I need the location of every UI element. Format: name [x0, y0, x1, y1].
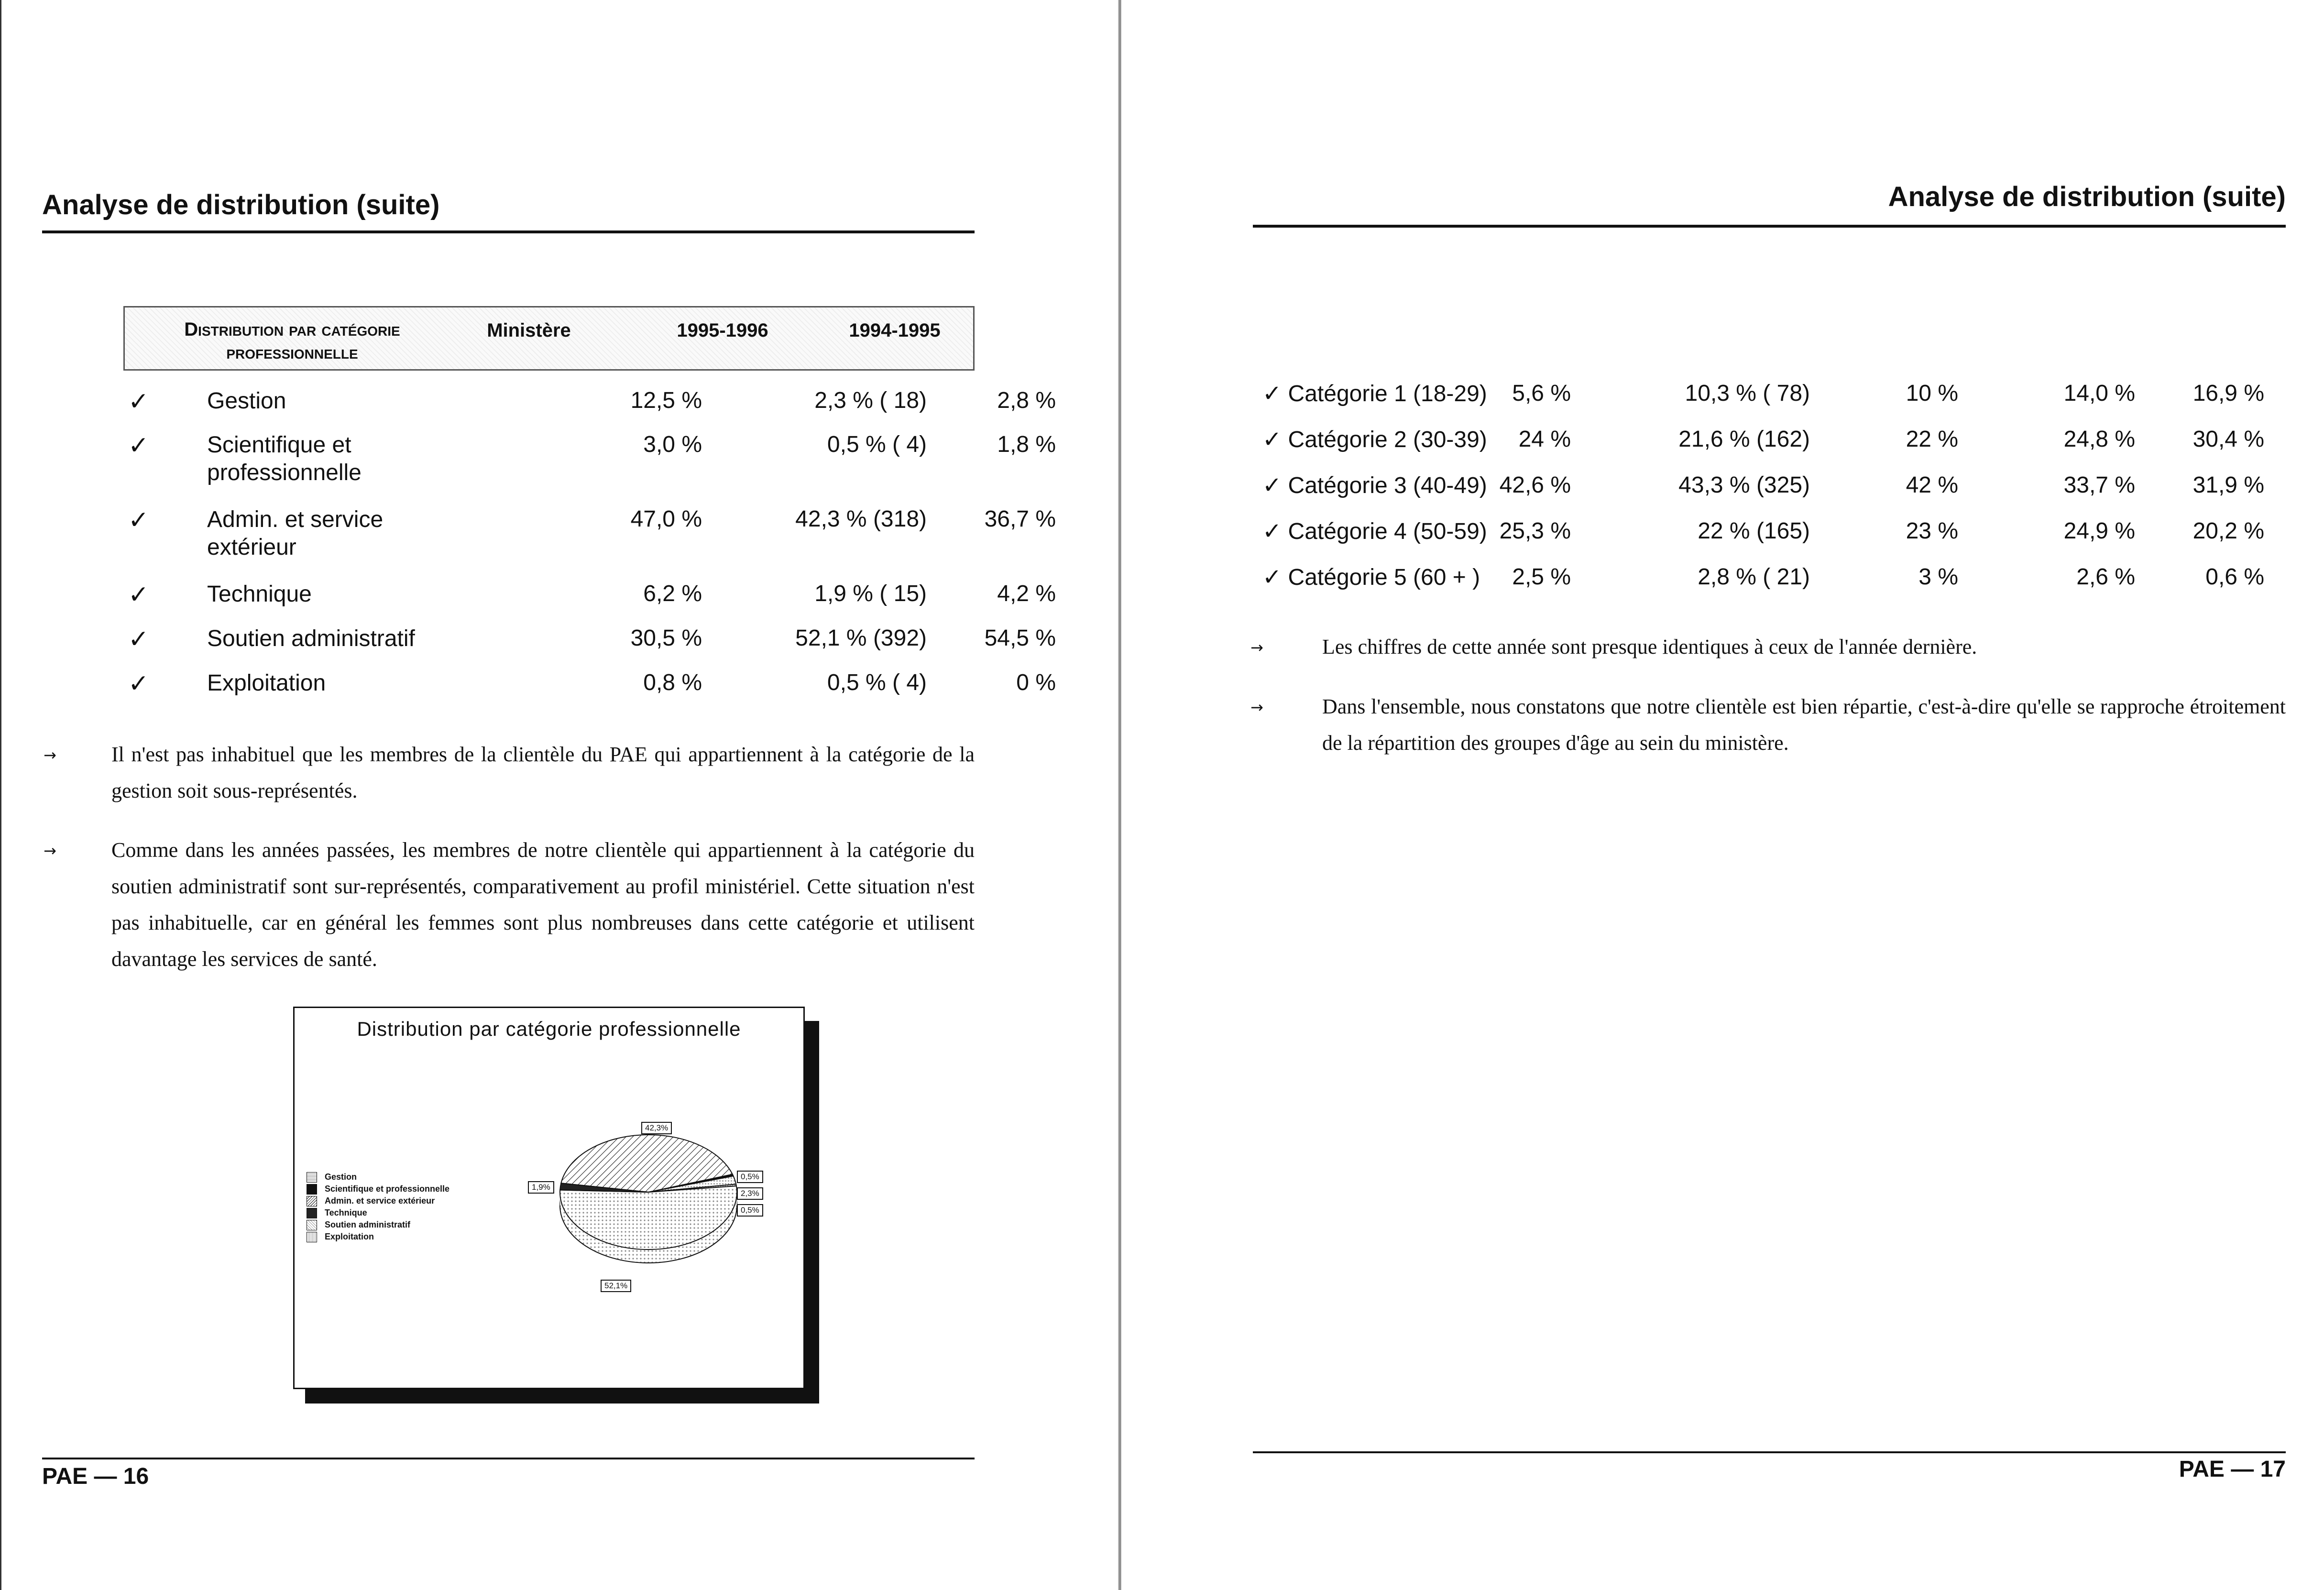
age-value: 23 % — [1906, 518, 1958, 544]
check-icon: ✓ — [128, 670, 149, 698]
arrow-icon: → — [1250, 698, 1263, 716]
age-label: ✓ Catégorie 1 (18-29) — [1262, 381, 1487, 406]
age-value: 31,9 % — [2192, 472, 2264, 498]
header-rule — [42, 230, 975, 233]
row-label: Admin. et service extérieur — [207, 507, 384, 560]
age-value: 10,3 % ( 78) — [1685, 381, 1810, 406]
age-value: 43,3 % (325) — [1678, 472, 1810, 498]
age-value: 16,9 % — [2192, 381, 2264, 406]
age-value: 33,7 % — [2063, 472, 2135, 498]
footer-rule — [1253, 1451, 2286, 1453]
data-label: 2,3% — [737, 1187, 763, 1200]
note-paragraph: Dans l'ensemble, nous constatons que notre clientèle est bien répartie, c'est-à-dire qu'elle se rapproche étroitement de la répartition des groupes d'âge au sein du ministère. — [1322, 695, 2286, 755]
note-paragraph: Comme dans les années passées, les membres de notre clientèle qui appartiennent à la catégorie du soutien administratif sont sur-représentés, comparativement au profil ministériel. Cette situation n'est pas inhabituelle, car en général les femmes sont plus nombreuses dans cette catégorie et utilisent davantage les services de santé. — [111, 838, 975, 971]
arrow-icon: → — [1250, 638, 1263, 657]
age-label: ✓ Catégorie 4 (50-59) — [1262, 519, 1487, 544]
row-1995-1996: 52,1 % (392) — [795, 625, 927, 651]
row-1995-1996: 42,3 % (318) — [795, 506, 927, 532]
check-icon: ✓ — [128, 388, 149, 416]
age-value: 5,6 % — [1512, 381, 1571, 406]
row-label: Technique — [207, 581, 312, 607]
row-1994-1995: 4,2 % — [997, 581, 1056, 606]
row-1995-1996: 2,3 % ( 18) — [814, 388, 927, 413]
age-value: 24,9 % — [2063, 518, 2135, 544]
data-label: 42,3% — [641, 1122, 672, 1134]
age-value: 42 % — [1906, 472, 1958, 498]
row-ministere: 30,5 % — [630, 625, 702, 651]
age-label: ✓ Catégorie 2 (30-39) — [1262, 427, 1487, 452]
data-label: 0,5% — [737, 1171, 763, 1183]
right-page — [1121, 0, 2324, 1590]
age-value: 2,6 % — [2076, 564, 2135, 590]
legend-label: Soutien administratif — [325, 1220, 411, 1229]
row-ministere: 47,0 % — [630, 506, 702, 532]
legend-label: Scientifique et professionnelle — [325, 1184, 450, 1194]
check-icon: ✓ — [128, 581, 149, 609]
page-title: Analyse de distribution (suite) — [1888, 181, 2286, 212]
header-category-line1: Distribution par catégorie — [184, 319, 400, 340]
age-label: ✓ Catégorie 3 (40-49) — [1262, 473, 1487, 498]
age-value: 3 % — [1918, 564, 1958, 590]
header-1994-1995: 1994-1995 — [849, 320, 941, 341]
row-label: Soutien administratif — [207, 626, 415, 651]
data-label: 52,1% — [601, 1280, 631, 1292]
note-paragraph: Il n'est pas inhabituel que les membres de la clientèle du PAE qui appartiennent à la catégorie de la gestion soit sous-représentés. — [111, 743, 975, 802]
arrow-icon: → — [44, 746, 56, 764]
left-page — [0, 0, 1120, 1590]
check-icon: ✓ — [128, 432, 149, 460]
age-value: 30,4 % — [2192, 427, 2264, 452]
legend-label: Admin. et service extérieur — [325, 1196, 435, 1206]
row-1994-1995: 2,8 % — [997, 388, 1056, 413]
age-value: 2,5 % — [1512, 564, 1571, 590]
row-ministere: 3,0 % — [643, 432, 702, 457]
age-value: 24,8 % — [2063, 427, 2135, 452]
check-icon: ✓ — [128, 506, 149, 534]
data-label: 0,5% — [737, 1204, 763, 1217]
row-label: Gestion — [207, 388, 286, 414]
header-category-line2: professionnelle — [226, 342, 358, 363]
row-ministere: 12,5 % — [630, 388, 702, 413]
header-1995-1996: 1995-1996 — [677, 320, 768, 341]
age-value: 10 % — [1906, 381, 1958, 406]
pie-chart — [295, 1008, 806, 1391]
row-label: Scientifique et professionnelle — [207, 432, 362, 485]
age-value: 20,2 % — [2192, 518, 2264, 544]
header-ministere: Ministère — [487, 320, 571, 341]
check-icon: ✓ — [128, 625, 149, 653]
page-title: Analyse de distribution (suite) — [42, 189, 440, 220]
row-1994-1995: 0 % — [1016, 670, 1056, 695]
legend-label: Gestion — [325, 1172, 357, 1182]
age-label: ✓ Catégorie 5 (60 + ) — [1262, 565, 1480, 590]
row-1995-1996: 0,5 % ( 4) — [827, 432, 927, 457]
row-1995-1996: 1,9 % ( 15) — [814, 581, 927, 606]
age-value: 22 % (165) — [1698, 518, 1810, 544]
footer-rule — [42, 1458, 975, 1459]
arrow-icon: → — [44, 842, 56, 860]
age-value: 0,6 % — [2205, 564, 2264, 590]
age-value: 22 % — [1906, 427, 1958, 452]
age-value: 14,0 % — [2063, 381, 2135, 406]
header-category — [153, 318, 431, 364]
row-1994-1995: 36,7 % — [984, 506, 1056, 532]
chart-title: Distribution par catégorie professionnelle — [357, 1018, 741, 1040]
page-number: PAE — 17 — [2179, 1457, 2286, 1482]
row-1994-1995: 1,8 % — [997, 432, 1056, 457]
row-ministere: 6,2 % — [643, 581, 702, 606]
pie-group — [560, 1135, 737, 1263]
header-rule — [1253, 225, 2286, 228]
legend-label: Exploitation — [325, 1232, 374, 1241]
data-label: 1,9% — [528, 1181, 554, 1194]
row-label: Exploitation — [207, 670, 326, 696]
age-value: 24 % — [1518, 427, 1571, 452]
page-number: PAE — 16 — [42, 1464, 149, 1489]
age-value: 42,6 % — [1499, 472, 1571, 498]
row-1995-1996: 0,5 % ( 4) — [827, 670, 927, 695]
legend-label: Technique — [325, 1208, 367, 1217]
table-header — [123, 306, 975, 371]
age-value: 2,8 % ( 21) — [1698, 564, 1810, 590]
age-value: 21,6 % (162) — [1678, 427, 1810, 452]
chart-frame — [293, 1007, 805, 1389]
row-ministere: 0,8 % — [643, 670, 702, 695]
age-value: 25,3 % — [1499, 518, 1571, 544]
row-1994-1995: 54,5 % — [984, 625, 1056, 651]
note-paragraph: Les chiffres de cette année sont presque identiques à ceux de l'année dernière. — [1322, 635, 1977, 658]
